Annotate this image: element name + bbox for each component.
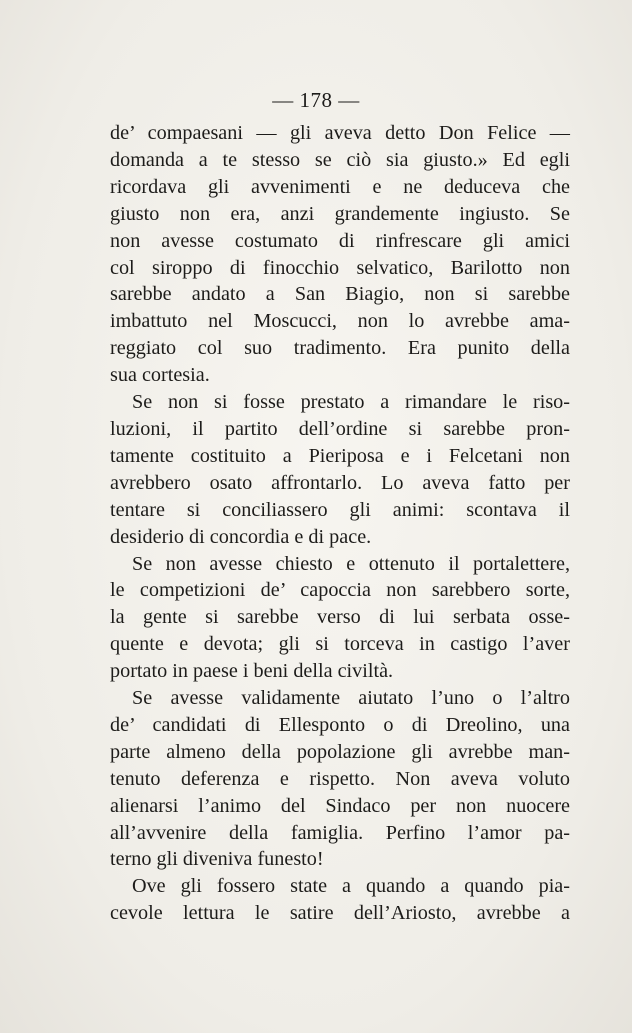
text-line: cevole lettura le satire dell’Ariosto, avrebbe a (110, 902, 570, 925)
text-line: non avesse costumato di rinfrescare gli amici (110, 229, 570, 252)
text-line: Se non avesse chiesto e ottenuto il portalettere, (132, 552, 570, 575)
text-line: de’ candidati di Ellesponto o di Dreolino, una (110, 713, 570, 736)
text-line: alienarsi l’animo del Sindaco per non nuocere (110, 794, 570, 817)
text-line: tenuto deferenza e rispetto. Non aveva voluto (110, 767, 570, 790)
text-line: sua cortesia. (110, 364, 210, 387)
body-text (110, 120, 570, 927)
text-line: domanda a te stesso se ciò sia giusto.» Ed egli (110, 148, 570, 171)
text-line: ricordava gli avvenimenti e ne deduceva che (110, 175, 570, 198)
text-line: sarebbe andato a San Biagio, non si sarebbe (110, 283, 570, 306)
text-line: giusto non era, anzi grandemente ingiusto. Se (110, 202, 570, 225)
text-line: tamente costituito a Pieriposa e i Felcetani non (110, 444, 570, 467)
text-line: luzioni, il partito dell’ordine si sarebbe pron- (110, 417, 570, 440)
text-line: Se avesse validamente aiutato l’uno o l’altro (132, 687, 570, 710)
text-line: reggiato col suo tradimento. Era punito della (110, 337, 570, 360)
text-line: parte almeno della popolazione gli avrebbe man- (110, 740, 570, 763)
text-line: all’avvenire della famiglia. Perfino l’amor pa- (110, 821, 570, 844)
text-line: imbattuto nel Moscucci, non lo avrebbe ama- (110, 310, 570, 333)
text-line: la gente si sarebbe verso di lui serbata osse- (110, 606, 570, 629)
text-line: col siroppo di finocchio selvatico, Barilotto non (110, 256, 570, 279)
text-line: le competizioni de’ capoccia non sarebbero sorte, (110, 579, 570, 602)
text-line: terno gli diveniva funesto! (110, 848, 324, 871)
text-line: Se non si fosse prestato a rimandare le riso- (132, 391, 570, 414)
text-line: avrebbero osato affrontarlo. Lo aveva fatto per (110, 471, 570, 494)
page-number: — 178 — (272, 88, 360, 112)
text-line: quente e devota; gli si torceva in castigo l’aver (110, 633, 570, 656)
text-line: desiderio di concordia e di pace. (110, 525, 372, 548)
text-line: Ove gli fossero state a quando a quando pia- (132, 875, 570, 898)
text-line: de’ compaesani — gli aveva detto Don Felice — (110, 122, 570, 144)
text-line: portato in paese i beni della civiltà. (110, 660, 394, 683)
text-line: tentare si conciliassero gli animi: scontava il (110, 498, 570, 521)
